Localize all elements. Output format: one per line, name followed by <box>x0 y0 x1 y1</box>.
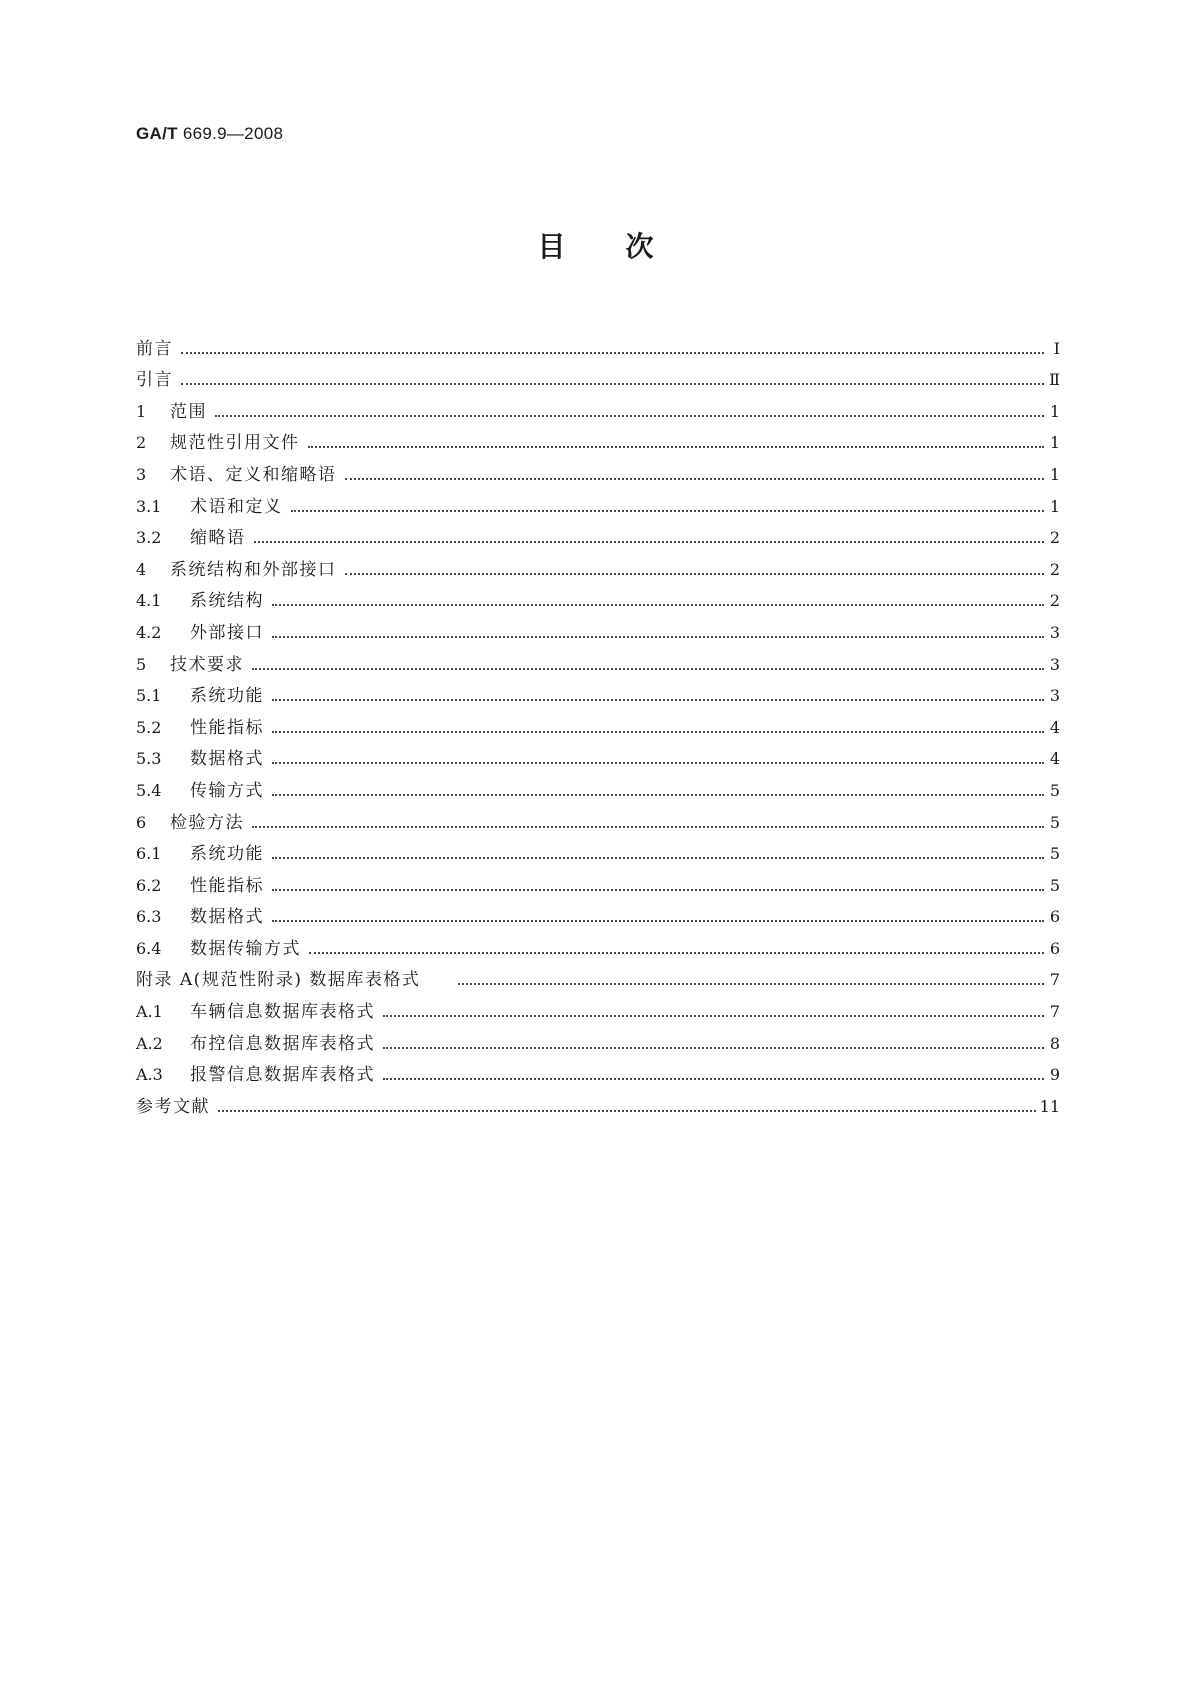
toc-leader-dots <box>458 982 1044 985</box>
toc-entry-number: 4.1 <box>136 591 162 611</box>
toc-leader-dots <box>181 382 1044 385</box>
toc-entry-number: A.1 <box>136 1002 163 1022</box>
toc-entry-a-3[interactable] <box>136 1055 1060 1087</box>
toc-entry-text: 性能指标 <box>190 875 264 896</box>
toc-entry-page: 3 <box>1049 686 1060 706</box>
toc-leader-dots <box>254 540 1045 543</box>
toc-leader-dots <box>272 730 1044 733</box>
toc-entry-number: 3 <box>136 464 147 484</box>
toc-entry-page: 5 <box>1049 875 1060 895</box>
toc-entry-foreword[interactable] <box>136 328 1060 360</box>
toc-entry-page: 11 <box>1039 1096 1060 1116</box>
toc-entry-text: 范围 <box>170 401 207 422</box>
toc-entry-page: 6 <box>1049 907 1060 927</box>
toc-leader-dots <box>272 888 1044 891</box>
toc-entry-text: 参考文献 <box>136 1096 210 1117</box>
toc-entry-text: 数据格式 <box>190 749 264 770</box>
toc-leader-dots <box>252 825 1044 828</box>
toc-leader-dots <box>272 761 1044 764</box>
toc-title: 目次 <box>537 230 714 263</box>
toc-entry-page: Ⅱ <box>1049 370 1060 390</box>
toc-entry-text: 传输方式 <box>190 780 264 801</box>
toc-entry-number: 5.3 <box>136 749 162 769</box>
toc-entry-page: 4 <box>1049 717 1060 737</box>
toc-leader-dots <box>309 951 1044 954</box>
toc-entry-text: 布控信息数据库表格式 <box>190 1033 375 1054</box>
toc-entry-3-2[interactable] <box>136 518 1060 550</box>
toc-entry-number: 1 <box>136 401 147 421</box>
table-of-contents <box>136 328 1060 1118</box>
toc-leader-dots <box>272 603 1044 606</box>
toc-entry-6-2[interactable] <box>136 865 1060 897</box>
toc-entry-text: 技术要求 <box>170 654 244 675</box>
toc-entry-number: 6.1 <box>136 844 162 864</box>
toc-entry-5-2[interactable] <box>136 707 1060 739</box>
toc-entry-number: 6.3 <box>136 907 162 927</box>
toc-leader-dots <box>308 445 1045 448</box>
toc-entry-page: 3 <box>1049 654 1060 674</box>
toc-entry-number: 5.4 <box>136 780 162 800</box>
toc-entry-6-4[interactable] <box>136 928 1060 960</box>
toc-entry-page: 8 <box>1049 1033 1060 1053</box>
toc-entry-page: 1 <box>1049 433 1060 453</box>
toc-entry-text: 数据格式 <box>190 907 264 928</box>
toc-entry-page: Ⅰ <box>1053 338 1060 358</box>
toc-entry-a-2[interactable] <box>136 1023 1060 1055</box>
toc-entry-number: 5.2 <box>136 717 162 737</box>
toc-leader-dots <box>272 856 1044 859</box>
toc-entry-number: 3.1 <box>136 496 162 516</box>
toc-leader-dots <box>291 509 1045 512</box>
toc-entry-3-1[interactable] <box>136 486 1060 518</box>
toc-entry-page: 1 <box>1049 496 1060 516</box>
toc-entry-number: A.3 <box>136 1065 163 1085</box>
toc-entry-introduction[interactable] <box>136 360 1060 392</box>
toc-leader-dots <box>345 572 1045 575</box>
toc-entry-page: 7 <box>1049 1002 1060 1022</box>
toc-entry-number: 4 <box>136 559 147 579</box>
toc-entry-5[interactable] <box>136 644 1060 676</box>
toc-entry-number: 6.2 <box>136 875 162 895</box>
toc-entry-page: 1 <box>1049 401 1060 421</box>
standard-prefix: GA/T <box>136 124 178 143</box>
toc-entry-4-1[interactable] <box>136 581 1060 613</box>
toc-entry-5-4[interactable] <box>136 770 1060 802</box>
toc-entry-text: 报警信息数据库表格式 <box>190 1065 375 1086</box>
toc-entry-page: 5 <box>1049 812 1060 832</box>
toc-entry-page: 6 <box>1049 938 1060 958</box>
toc-entry-page: 5 <box>1049 844 1060 864</box>
toc-leader-dots <box>383 1046 1044 1049</box>
toc-entry-page: 2 <box>1049 559 1060 579</box>
toc-entry-page: 5 <box>1049 780 1060 800</box>
toc-entry-page: 2 <box>1049 591 1060 611</box>
toc-entry-1[interactable] <box>136 391 1060 423</box>
toc-leader-dots <box>272 919 1044 922</box>
standard-number: 669.9—2008 <box>182 124 284 143</box>
toc-leader-dots <box>383 1014 1044 1017</box>
toc-entry-text: 系统功能 <box>190 844 264 865</box>
toc-entry-page: 1 <box>1049 464 1060 484</box>
toc-entry-text: 系统功能 <box>190 686 264 707</box>
toc-leader-dots <box>181 351 1044 354</box>
toc-entry-page: 4 <box>1049 749 1060 769</box>
toc-entry-text: 数据传输方式 <box>190 938 301 959</box>
toc-entry-text: 术语、定义和缩略语 <box>170 464 337 485</box>
toc-leader-dots <box>383 1077 1044 1080</box>
toc-entry-4-2[interactable] <box>136 612 1060 644</box>
toc-entry-bibliography[interactable] <box>136 1086 1060 1118</box>
toc-entry-4[interactable] <box>136 549 1060 581</box>
toc-entry-5-1[interactable] <box>136 676 1060 708</box>
toc-entry-text: 附录 A(规范性附录) 数据库表格式 <box>136 970 421 991</box>
toc-entry-number: 3.2 <box>136 528 162 548</box>
toc-leader-dots <box>272 698 1044 701</box>
toc-entry-text: 缩略语 <box>190 528 246 549</box>
toc-entry-page: 2 <box>1049 528 1060 548</box>
toc-leader-dots <box>272 635 1044 638</box>
toc-entry-number: 2 <box>136 433 147 453</box>
toc-entry-page: 7 <box>1049 970 1060 990</box>
toc-entry-page: 9 <box>1049 1065 1060 1085</box>
toc-entry-a-1[interactable] <box>136 991 1060 1023</box>
toc-entry-number: 5.1 <box>136 686 162 706</box>
toc-entry-page: 3 <box>1049 622 1060 642</box>
toc-entry-5-3[interactable] <box>136 739 1060 771</box>
document-header <box>136 124 283 144</box>
toc-entry-text: 车辆信息数据库表格式 <box>190 1002 375 1023</box>
toc-entry-text: 外部接口 <box>190 622 264 643</box>
toc-entry-number: 5 <box>136 654 147 674</box>
toc-entry-6-3[interactable] <box>136 897 1060 929</box>
toc-leader-dots <box>272 793 1044 796</box>
toc-entry-number: A.2 <box>136 1033 163 1053</box>
toc-leader-dots <box>218 1109 1036 1112</box>
toc-entry-text: 术语和定义 <box>190 496 283 517</box>
toc-entry-number: 6.4 <box>136 938 162 958</box>
toc-entry-text: 引言 <box>136 370 173 391</box>
toc-entry-2[interactable] <box>136 423 1060 455</box>
toc-entry-text: 性能指标 <box>190 717 264 738</box>
toc-entry-text: 规范性引用文件 <box>170 433 300 454</box>
toc-entry-text: 系统结构和外部接口 <box>170 559 337 580</box>
toc-entry-text: 前言 <box>136 338 173 359</box>
toc-leader-dots <box>345 477 1045 480</box>
toc-entry-number: 6 <box>136 812 147 832</box>
toc-entry-6-1[interactable] <box>136 834 1060 866</box>
toc-leader-dots <box>252 667 1044 670</box>
toc-entry-number: 4.2 <box>136 622 162 642</box>
toc-leader-dots <box>215 414 1044 417</box>
toc-entry-annex-a[interactable] <box>136 960 1060 992</box>
toc-entry-text: 系统结构 <box>190 591 264 612</box>
toc-entry-text: 检验方法 <box>170 812 244 833</box>
toc-entry-6[interactable] <box>136 802 1060 834</box>
toc-entry-3[interactable] <box>136 454 1060 486</box>
